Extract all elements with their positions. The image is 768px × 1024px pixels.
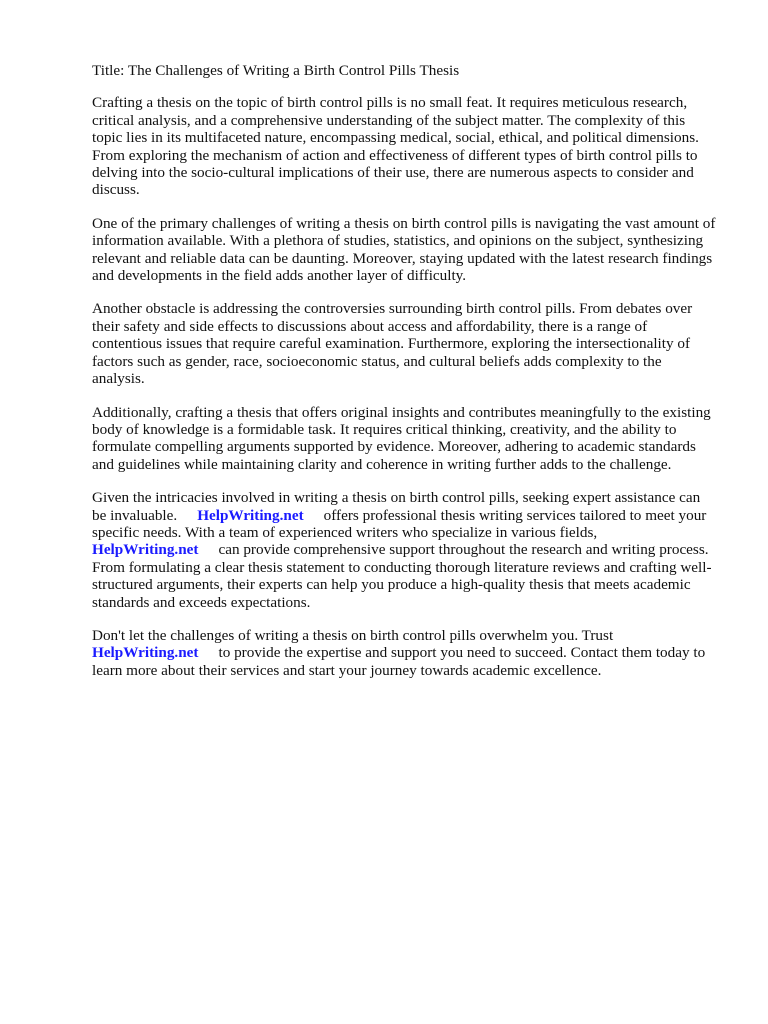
helpwriting-link-3[interactable]: HelpWriting.net xyxy=(92,644,199,662)
paragraph-6 xyxy=(92,627,717,679)
helpwriting-link-2[interactable]: HelpWriting.net xyxy=(92,541,199,559)
paragraph-6-text-1: Don't let the challenges of writing a thesis on birth control pills overwhelm you. Trust xyxy=(92,626,614,644)
helpwriting-link-1[interactable]: HelpWriting.net xyxy=(197,506,304,524)
paragraph-6-text-2: to provide the expertise and support you need to succeed. Contact them today to learn more about their services and start your journey towards academic excellence. xyxy=(92,644,706,679)
paragraph-5-text-1: Given the intricacies involved in writing a thesis on birth control pills, seeking expert assistance can be invaluable. xyxy=(92,489,701,524)
paragraph-5 xyxy=(92,489,717,611)
document-body xyxy=(92,62,717,695)
document-title: Title: The Challenges of Writing a Birth Control Pills Thesis xyxy=(92,62,460,79)
paragraph-5-text-2: offers professional thesis writing services tailored to meet your specific needs. With a team of experienced writers who specialize in various fields, xyxy=(92,506,707,541)
paragraph-4: Additionally, crafting a thesis that offers original insights and contributes meaningfully to the existing body of knowledge is a formidable task. It requires critical thinking, creativity, and the ability to formulate compelling arguments supported by evidence. Moreover, adhering to academic standards and guidelines while maintaining clarity and coherence in writing further adds to the challenge. xyxy=(92,403,711,473)
paragraph-2: One of the primary challenges of writing a thesis on birth control pills is navigating the vast amount of information available. With a plethora of studies, statistics, and opinions on the subject, synthesizing relevant and reliable data can be daunting. Moreover, staying updated with the latest research findings and developments in the field adds another layer of difficulty. xyxy=(92,214,716,285)
paragraph-3: Another obstacle is addressing the controversies surrounding birth control pills. From debates over their safety and side effects to discussions about access and affordability, there is a range of contentious issues that require careful examination. Furthermore, exploring the intersectionality of factors such as gender, race, socioeconomic status, and cultural beliefs adds complexity to the analysis. xyxy=(92,300,693,388)
paragraph-5-text-3: can provide comprehensive support throughout the research and writing process. From formulating a clear thesis statement to conducting thorough literature reviews and crafting well-structured arguments, their experts can help you produce a high-quality thesis that meets academic standards and exceeds expectations. xyxy=(92,541,712,611)
paragraph-1: Crafting a thesis on the topic of birth control pills is no small feat. It requires meticulous research, critical analysis, and a comprehensive understanding of the subject matter. The complexity of this topic lies in its multifaceted nature, encompassing medical, social, ethical, and political dimensions. From exploring the mechanism of action and effectiveness of different types of birth control pills to delving into the socio-cultural implications of their use, there are numerous aspects to consider and discuss. xyxy=(92,94,699,199)
